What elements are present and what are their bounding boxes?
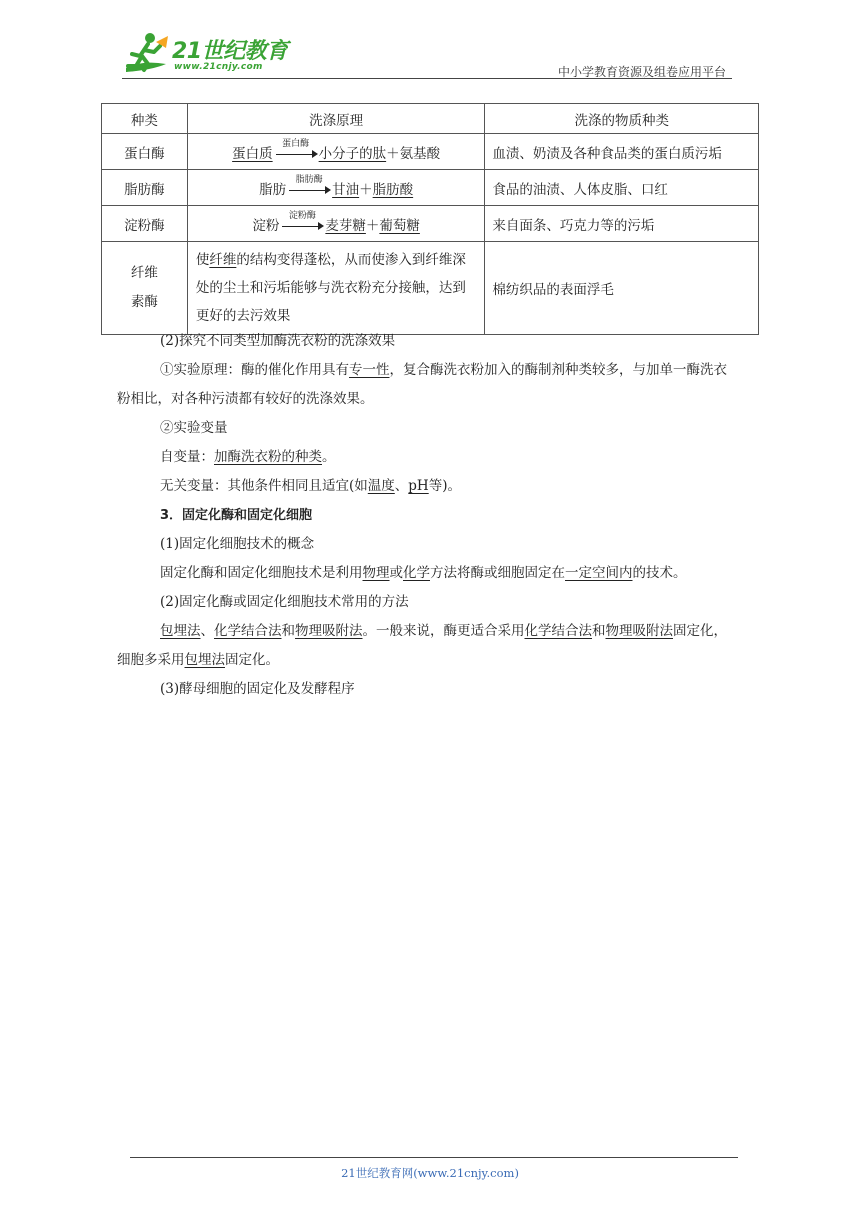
arrow-catalyst: 蛋白酶: [282, 139, 310, 149]
enzyme-reaction: 蛋白质 蛋白酶 小分子的肽＋氨基酸: [187, 134, 485, 170]
text: 或: [389, 565, 403, 581]
stain-types: 来自面条、巧克力等的污垢: [485, 206, 759, 242]
text: 和: [281, 623, 295, 639]
reaction-arrow-icon: [280, 211, 324, 231]
text: 、: [200, 623, 214, 639]
keyword: 物理: [362, 565, 390, 581]
text: 固定化，细胞多采用: [117, 623, 727, 668]
product-2: 氨基酸: [399, 145, 441, 162]
arrow-catalyst: 淀粉酶: [288, 211, 316, 221]
text: 。一般来说，酶更适合采用: [362, 623, 525, 639]
section-heading: 3．固定化酶和固定化细胞: [160, 508, 313, 523]
table-row: [102, 170, 759, 206]
text: 自变量：: [160, 449, 214, 465]
keyword: 物理吸附法: [605, 623, 673, 639]
page-header: [122, 30, 740, 80]
keyword: 化学: [403, 565, 430, 581]
keyword: 加酶洗衣粉的种类: [214, 449, 322, 465]
product-2: 脂肪酸: [372, 181, 414, 198]
paragraph: (3)酵母细胞的固定化及发酵程序: [160, 681, 355, 697]
table-row: [102, 206, 759, 242]
table-row: [102, 134, 759, 170]
enzyme-name: 蛋白酶: [102, 134, 188, 170]
text: 等)。: [428, 478, 461, 494]
enzyme-reaction: 淀粉 淀粉酶 麦芽糖＋葡萄糖: [187, 206, 485, 242]
keyword: 化学结合法: [524, 623, 592, 639]
text: 方法将酶或细胞固定在: [430, 565, 565, 581]
product-1: 麦芽糖: [325, 217, 366, 234]
site-logo[interactable]: [122, 30, 292, 78]
keyword: 专一性: [349, 362, 390, 378]
substrate: 淀粉: [252, 217, 280, 234]
logo-text: 21世纪教育: [172, 39, 288, 64]
text: 的技术。: [632, 565, 687, 581]
stain-types: 棉纺织品的表面浮毛: [485, 242, 759, 335]
text: ，复合酶洗衣粉加入的酶制剂种类较多，与加单一酶洗衣粉相比，对各种污渍都有较好的洗涤效果。: [117, 362, 727, 407]
reaction-arrow-icon: [287, 175, 331, 195]
text: 无关变量：其他条件相同且适宜(如: [160, 478, 368, 494]
runner-logo-icon: [122, 30, 178, 78]
header-divider: [122, 78, 732, 79]
stain-types: 血渍、奶渍及各种食品类的蛋白质污垢: [485, 134, 759, 170]
paragraph: (1)固定化细胞技术的概念: [160, 536, 315, 552]
enzyme-name-line2: 素酶: [130, 294, 158, 310]
paragraph: [117, 443, 740, 472]
footer-link[interactable]: 21世纪教育网(www.21cnjy.com): [341, 1166, 519, 1180]
principle-text: 的结构变得蓬松，从而使渗入到纤维深处的尘土和污垢能够与洗衣粉充分接触，达到更好的去污效果: [195, 252, 466, 324]
platform-title: 中小学教育资源及组卷应用平台: [557, 65, 726, 79]
paragraph: ②实验变量: [160, 420, 228, 436]
enzyme-name: [102, 242, 188, 335]
stain-types: 食品的油渍、人体皮脂、口红: [485, 170, 759, 206]
text: 。: [322, 449, 336, 465]
principle-text: 使: [195, 252, 210, 268]
paragraph: (2)探究不同类型加酶洗衣粉的洗涤效果: [160, 333, 396, 349]
text: 固定化酶和固定化细胞技术是利用: [160, 565, 363, 581]
keyword: 物理吸附法: [295, 623, 363, 639]
arrow-catalyst: 脂肪酶: [295, 175, 323, 185]
footer-divider: [130, 1157, 738, 1158]
enzyme-table: [101, 103, 759, 335]
paragraph: [117, 356, 740, 414]
table-row: [102, 242, 759, 335]
body-text: [117, 327, 740, 704]
header-cell-substances: 洗涤的物质种类: [485, 104, 759, 134]
header-cell-type: 种类: [102, 104, 188, 134]
product-1: 甘油: [332, 181, 360, 198]
text: ①实验原理：酶的催化作用具有: [160, 362, 349, 378]
header-cell-principle: 洗涤原理: [187, 104, 485, 134]
enzyme-name: 脂肪酶: [102, 170, 188, 206]
enzyme-name-line1: 纤维: [130, 265, 158, 281]
paragraph: [117, 472, 740, 501]
keyword: pH: [408, 478, 429, 494]
text: 、: [394, 478, 409, 494]
principle-keyword: 纤维: [209, 252, 237, 268]
logo-url: www.21cnjy.com: [174, 62, 263, 72]
enzyme-reaction: 脂肪 脂肪酶 甘油＋脂肪酸: [187, 170, 485, 206]
paragraph: (2)固定化酶或固定化细胞技术常用的方法: [160, 594, 409, 610]
paragraph: [117, 617, 740, 675]
substrate: 脂肪: [259, 181, 287, 198]
paragraph: [117, 559, 740, 588]
enzyme-name: 淀粉酶: [102, 206, 188, 242]
substrate: 蛋白质: [232, 145, 273, 162]
keyword: 化学结合法: [214, 623, 282, 639]
product-2: 葡萄糖: [379, 217, 420, 234]
text: 和: [592, 623, 606, 639]
reaction-arrow-icon: [274, 139, 318, 159]
text: 固定化。: [225, 652, 279, 668]
enzyme-principle: [187, 242, 485, 335]
keyword: 温度: [367, 478, 395, 494]
keyword: 包埋法: [160, 623, 201, 639]
product-1: 小分子的肽: [318, 145, 387, 162]
keyword: 包埋法: [184, 652, 225, 668]
keyword: 一定空间内: [565, 565, 633, 581]
table-header-row: [102, 104, 759, 134]
